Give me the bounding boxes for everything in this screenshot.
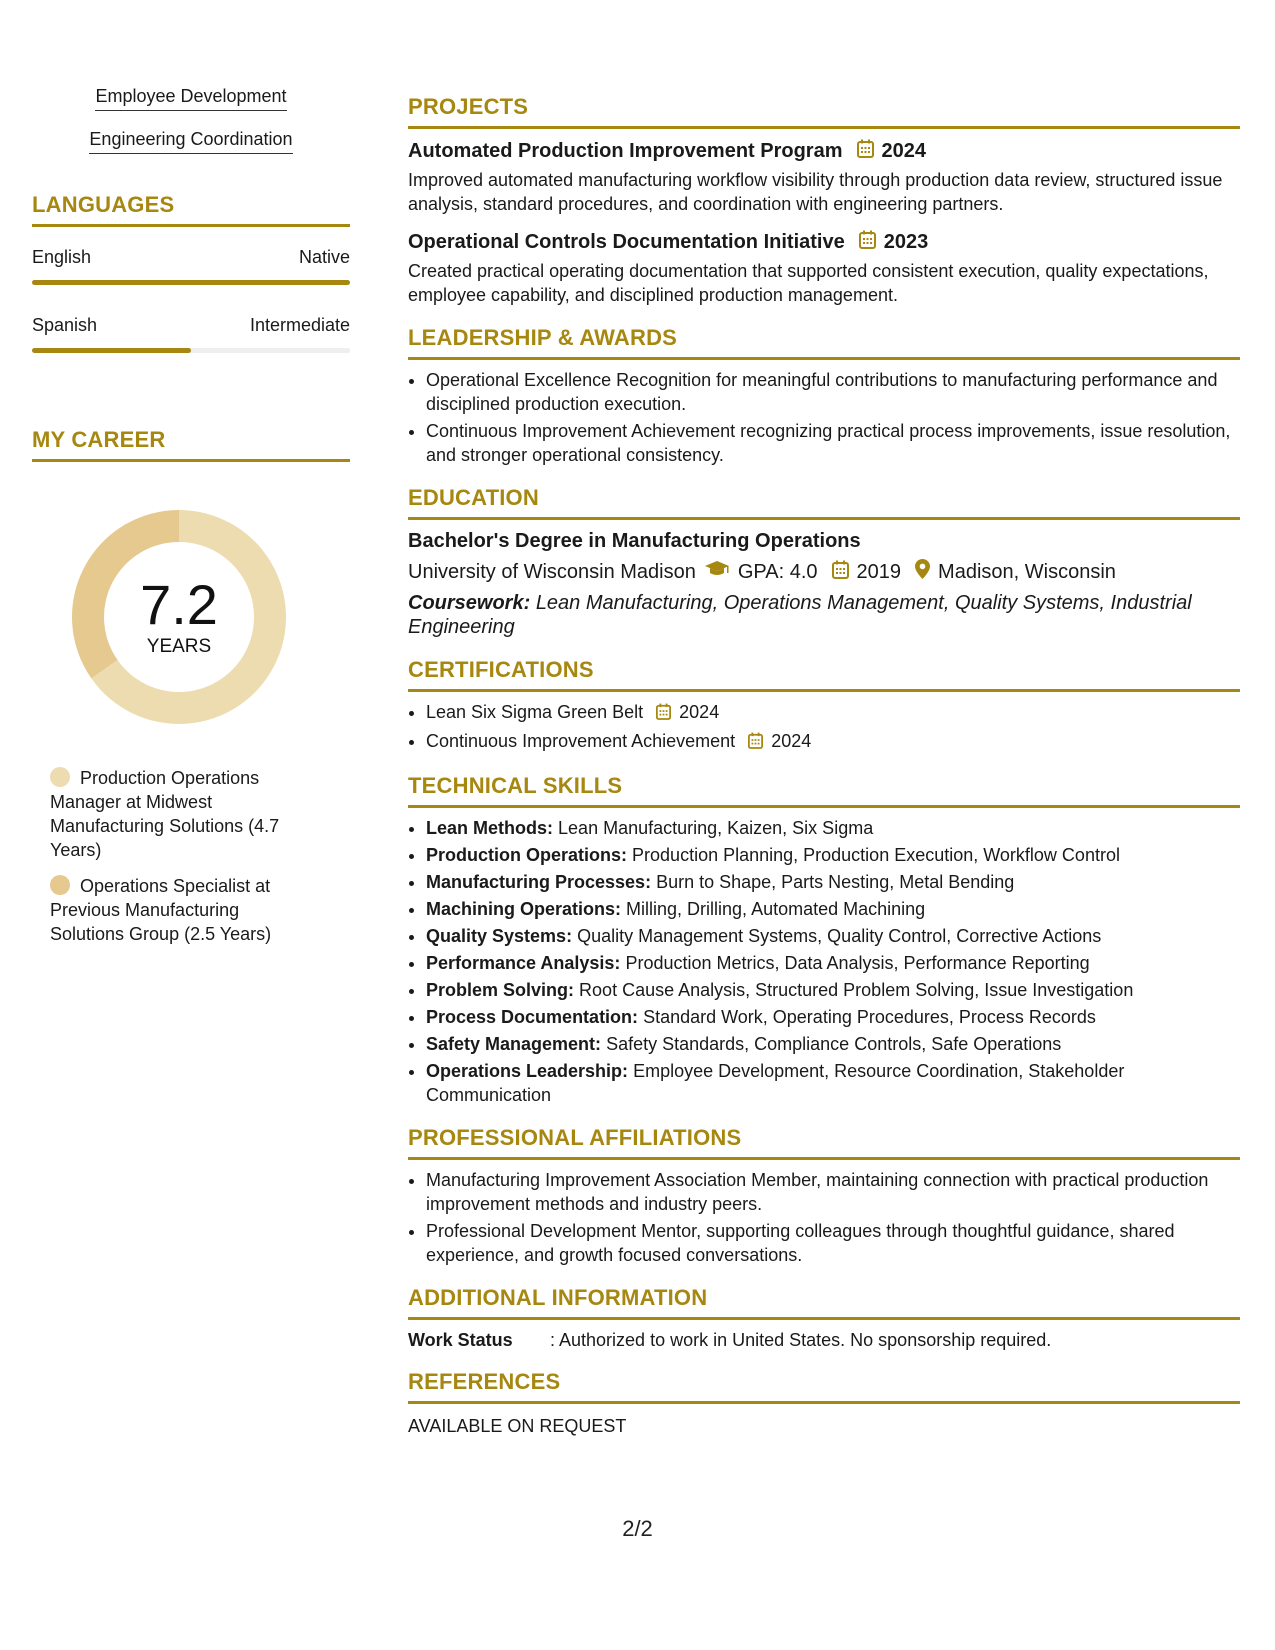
affiliations-list (408, 1168, 1240, 1267)
coursework-list: Lean Manufacturing, Operations Management, Quality Systems, Industrial Engineering (408, 592, 1192, 638)
section-title: PROJECTS (408, 94, 529, 119)
section-title: CERTIFICATIONS (408, 657, 594, 682)
leadership-section (408, 325, 1240, 467)
skill-category: Quality Systems: (426, 926, 573, 946)
skill-values: Milling, Drilling, Automated Machining (626, 899, 926, 919)
certifications-section (408, 657, 1240, 755)
leadership-list (408, 368, 1240, 467)
calendar-icon (857, 139, 874, 164)
section-rule (408, 517, 1240, 520)
project-year: 2023 (883, 231, 929, 253)
skill-item (426, 870, 1240, 894)
skill-values: Quality Management Systems, Quality Control, Corrective Actions (577, 926, 1102, 946)
school-location: Madison, Wisconsin (938, 560, 1116, 583)
section-rule (408, 1401, 1240, 1404)
skill-item (426, 1032, 1240, 1056)
skill-category: Lean Methods: (426, 818, 554, 838)
skill-category: Process Documentation: (426, 1007, 639, 1027)
legend-label: Production Operations Manager at Midwest Manufacturing Solutions (4.7 Years) (50, 768, 280, 860)
skill-category: Operations Leadership: (426, 1061, 629, 1081)
section-title: PROFESSIONAL AFFILIATIONS (408, 1125, 742, 1150)
language-name: English (32, 247, 92, 267)
gpa: GPA: 4.0 (737, 560, 818, 583)
calendar-icon (748, 733, 763, 753)
skill-item (426, 978, 1240, 1002)
skill-values: Production Metrics, Data Analysis, Performance Reporting (625, 953, 1090, 973)
legend-dot (50, 875, 70, 895)
skill-values: Burn to Shape, Parts Nesting, Metal Bending (656, 872, 1015, 892)
affiliations-section (408, 1125, 1240, 1267)
list-item: • Manufacturing Improvement Association Member, maintaining connection with practical production improvement methods and industry peers. (426, 1168, 1240, 1216)
page-number: 2/2 (622, 1516, 653, 1541)
certifications-list (408, 700, 1240, 755)
references-section (408, 1369, 1240, 1437)
skills-section (408, 773, 1240, 1107)
skill-item (426, 1059, 1240, 1107)
section-title: LANGUAGES (32, 192, 175, 217)
references-text: AVAILABLE ON REQUEST (408, 1416, 627, 1436)
project-name: Operational Controls Documentation Initiative (408, 231, 845, 253)
graduation-year: 2019 (856, 560, 902, 583)
section-title: EDUCATION (408, 485, 539, 510)
project-description: Improved automated manufacturing workflow visibility through production data review, structured issue analysis, standard procedures, and coordination with engineering partners. (408, 170, 1223, 214)
list-item: • Continuous Improvement Achievement recognizing practical process improvements, issue resolution, and stronger operational consistency. (426, 419, 1240, 467)
skill-tag: Employee Development (95, 86, 286, 111)
skill-category: Production Operations: (426, 845, 628, 865)
location-pin-icon (915, 559, 930, 585)
project-title (408, 230, 1240, 255)
graduation-cap-icon (704, 560, 730, 584)
skill-tag: Engineering Coordination (89, 129, 292, 154)
project-year: 2024 (881, 140, 926, 162)
coursework-label: Coursework: (408, 592, 531, 614)
skill-category: Performance Analysis: (426, 953, 621, 973)
skill-values: Root Cause Analysis, Structured Problem Solving, Issue Investigation (579, 980, 1134, 1000)
legend-item (50, 766, 300, 862)
section-rule (408, 689, 1240, 692)
legend-dot (50, 767, 70, 787)
section-title: ADDITIONAL INFORMATION (408, 1285, 708, 1310)
language-bar-fill (32, 348, 191, 353)
skill-values: Lean Manufacturing, Kaizen, Six Sigma (558, 818, 874, 838)
language-level: Native (298, 247, 350, 267)
section-title: TECHNICAL SKILLS (408, 773, 623, 798)
section-title: MY CAREER (32, 427, 166, 452)
section-rule (408, 357, 1240, 360)
list-item: • Professional Development Mentor, supporting colleagues through thoughtful guidance, shared experience, and growth focused conversations. (426, 1219, 1240, 1267)
skill-item (426, 1005, 1240, 1029)
skill-category: Machining Operations: (426, 899, 622, 919)
education-section (408, 485, 1240, 639)
career-total: 7.2 (140, 573, 218, 636)
section-rule (408, 1317, 1240, 1320)
skill-category: Problem Solving: (426, 980, 575, 1000)
language-level: Intermediate (249, 315, 350, 335)
certification-name: Lean Six Sigma Green Belt (426, 702, 644, 722)
right-column (408, 94, 1240, 1455)
section-rule (32, 224, 350, 227)
calendar-icon (656, 704, 671, 724)
career-donut-chart (64, 502, 294, 732)
list-item (426, 700, 1240, 726)
skill-item (426, 897, 1240, 921)
section-rule (408, 126, 1240, 129)
projects-section (408, 94, 1240, 307)
career-legend (50, 766, 300, 946)
calendar-icon (832, 560, 849, 585)
additional-section (408, 1285, 1240, 1351)
section-rule (408, 1157, 1240, 1160)
work-status-label: Work Status (408, 1330, 513, 1350)
language-item (32, 247, 350, 285)
section-rule (32, 459, 350, 462)
language-bar (32, 280, 350, 285)
section-title: REFERENCES (408, 1369, 561, 1394)
skill-item (426, 924, 1240, 948)
coursework (408, 591, 1240, 639)
work-status-value: : Authorized to work in United States. No sponsorship required. (550, 1330, 1052, 1350)
section-rule (408, 805, 1240, 808)
languages-section (32, 192, 350, 353)
project-title (408, 139, 1240, 164)
education-meta (408, 559, 1240, 585)
degree-title: Bachelor's Degree in Manufacturing Operations (408, 530, 861, 552)
certification-year: 2024 (771, 731, 812, 751)
skill-category: Manufacturing Processes: (426, 872, 652, 892)
left-column (32, 86, 350, 958)
skill-item (426, 816, 1240, 840)
project-name: Automated Production Improvement Program (408, 140, 843, 162)
skills-list (408, 816, 1240, 1107)
language-bar-fill (32, 280, 350, 285)
skill-values: Production Planning, Production Execution, Workflow Control (632, 845, 1120, 865)
skill-values: Standard Work, Operating Procedures, Process Records (643, 1007, 1096, 1027)
skill-values: Safety Standards, Compliance Controls, Safe Operations (606, 1034, 1062, 1054)
certification-name: Continuous Improvement Achievement (426, 731, 736, 751)
language-item (32, 315, 350, 353)
section-title: LEADERSHIP & AWARDS (408, 325, 678, 350)
language-name: Spanish (32, 315, 98, 335)
language-bar (32, 348, 350, 353)
donut-center (64, 502, 294, 732)
project-description: Created practical operating documentation that supported consistent execution, quality expectations, employee capability, and disciplined production management. (408, 261, 1209, 305)
skill-item (426, 843, 1240, 867)
list-item (426, 729, 1240, 755)
list-item: • Operational Excellence Recognition for meaningful contributions to manufacturing performance and disciplined production execution. (426, 368, 1240, 416)
certification-year: 2024 (679, 702, 720, 722)
skill-item (426, 951, 1240, 975)
skill-category: Safety Management: (426, 1034, 602, 1054)
career-unit: YEARS (146, 636, 212, 657)
calendar-icon (859, 230, 876, 255)
legend-item (50, 874, 300, 946)
skill-values: Employee Development, Resource Coordination, Stakeholder Communication (426, 1061, 1125, 1105)
school-name: University of Wisconsin Madison (408, 560, 696, 583)
legend-label: Operations Specialist at Previous Manufacturing Solutions Group (2.5 Years) (50, 876, 272, 944)
work-status-row (408, 1330, 1240, 1351)
career-section (32, 427, 350, 946)
